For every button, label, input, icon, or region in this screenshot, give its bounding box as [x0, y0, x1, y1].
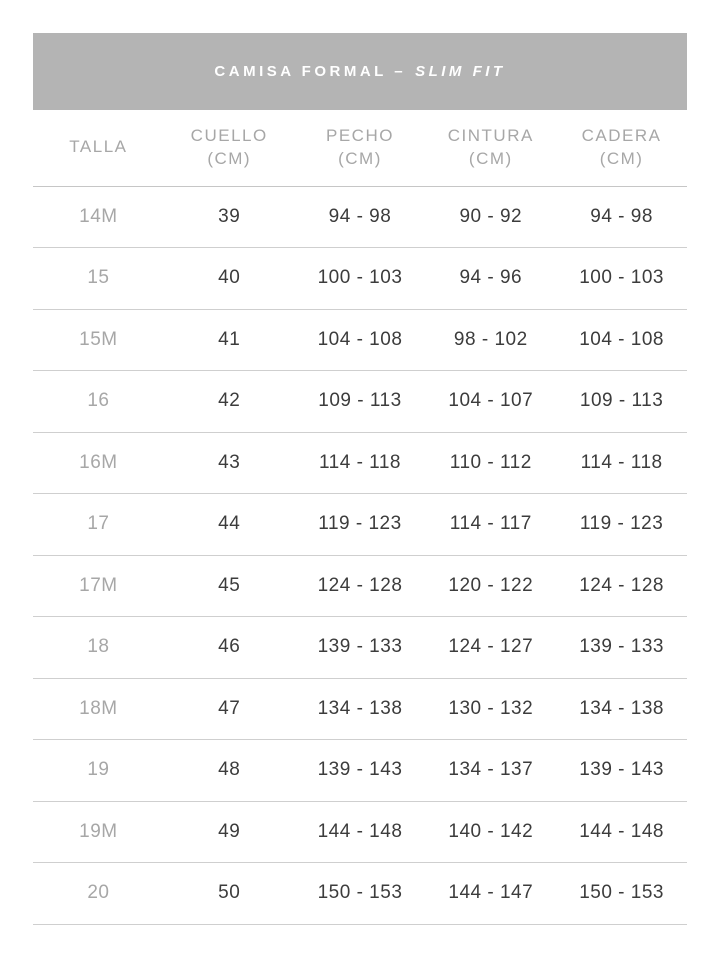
- column-header: [33, 110, 164, 186]
- table-body: [33, 186, 687, 924]
- cell-talla: 17: [33, 494, 164, 556]
- column-header-unit: (CM): [338, 148, 382, 168]
- cell-cintura: 130 - 132: [425, 678, 556, 740]
- cell-talla: 17M: [33, 555, 164, 617]
- cell-cadera: 124 - 128: [556, 555, 687, 617]
- table-row: [33, 248, 687, 310]
- column-header-unit: (CM): [468, 148, 513, 168]
- column-header: [295, 110, 426, 186]
- column-header-label: CADERA: [581, 125, 662, 145]
- size-table: [33, 110, 687, 925]
- cell-pecho: 134 - 138: [295, 678, 426, 740]
- cell-cintura: 124 - 127: [425, 617, 556, 679]
- column-header-label: CINTURA: [447, 125, 534, 145]
- cell-cuello: 42: [164, 371, 295, 433]
- cell-talla: 18: [33, 617, 164, 679]
- table-row: [33, 309, 687, 371]
- column-header-unit: (CM): [207, 148, 252, 168]
- cell-talla: 15: [33, 248, 164, 310]
- cell-talla: 20: [33, 863, 164, 925]
- cell-pecho: 150 - 153: [295, 863, 426, 925]
- column-header: [556, 110, 687, 186]
- cell-pecho: 94 - 98: [295, 186, 426, 248]
- column-header-unit: (CM): [599, 148, 644, 168]
- cell-cuello: 41: [164, 309, 295, 371]
- cell-cintura: 104 - 107: [425, 371, 556, 433]
- column-header-label: CUELLO: [190, 125, 268, 145]
- cell-cadera: 114 - 118: [556, 432, 687, 494]
- cell-cuello: 40: [164, 248, 295, 310]
- cell-pecho: 119 - 123: [295, 494, 426, 556]
- cell-cintura: 144 - 147: [425, 863, 556, 925]
- cell-cuello: 48: [164, 740, 295, 802]
- cell-talla: 16: [33, 371, 164, 433]
- column-header: [164, 110, 295, 186]
- table-row: [33, 555, 687, 617]
- cell-cuello: 44: [164, 494, 295, 556]
- cell-cintura: 98 - 102: [425, 309, 556, 371]
- cell-pecho: 104 - 108: [295, 309, 426, 371]
- cell-pecho: 139 - 133: [295, 617, 426, 679]
- cell-cintura: 134 - 137: [425, 740, 556, 802]
- cell-cadera: 119 - 123: [556, 494, 687, 556]
- chart-title-band: [33, 33, 687, 110]
- column-header-label: TALLA: [69, 137, 128, 157]
- size-chart: [33, 33, 687, 925]
- table-row: [33, 371, 687, 433]
- cell-pecho: 124 - 128: [295, 555, 426, 617]
- cell-cadera: 100 - 103: [556, 248, 687, 310]
- cell-cadera: 134 - 138: [556, 678, 687, 740]
- cell-cuello: 50: [164, 863, 295, 925]
- cell-cuello: 43: [164, 432, 295, 494]
- table-row: [33, 494, 687, 556]
- table-row: [33, 432, 687, 494]
- cell-pecho: 144 - 148: [295, 801, 426, 863]
- cell-cadera: 139 - 143: [556, 740, 687, 802]
- cell-cintura: 140 - 142: [425, 801, 556, 863]
- cell-cadera: 139 - 133: [556, 617, 687, 679]
- cell-pecho: 109 - 113: [295, 371, 426, 433]
- cell-cuello: 47: [164, 678, 295, 740]
- column-header: [425, 110, 556, 186]
- cell-talla: 19: [33, 740, 164, 802]
- table-row: [33, 617, 687, 679]
- chart-title-fit: SLIM FIT: [415, 63, 506, 80]
- cell-talla: 14M: [33, 186, 164, 248]
- cell-cadera: 144 - 148: [556, 801, 687, 863]
- cell-cuello: 39: [164, 186, 295, 248]
- cell-cadera: 109 - 113: [556, 371, 687, 433]
- cell-cintura: 90 - 92: [425, 186, 556, 248]
- cell-talla: 18M: [33, 678, 164, 740]
- cell-cadera: 94 - 98: [556, 186, 687, 248]
- cell-cintura: 94 - 96: [425, 248, 556, 310]
- column-header-label: PECHO: [326, 125, 394, 145]
- cell-pecho: 114 - 118: [295, 432, 426, 494]
- cell-cadera: 150 - 153: [556, 863, 687, 925]
- cell-pecho: 100 - 103: [295, 248, 426, 310]
- cell-talla: 15M: [33, 309, 164, 371]
- table-row: [33, 863, 687, 925]
- cell-cintura: 114 - 117: [425, 494, 556, 556]
- cell-cintura: 120 - 122: [425, 555, 556, 617]
- chart-title: [214, 63, 505, 80]
- table-header: [33, 110, 687, 186]
- cell-cuello: 46: [164, 617, 295, 679]
- cell-cuello: 45: [164, 555, 295, 617]
- table-row: [33, 801, 687, 863]
- header-row: [33, 110, 687, 186]
- table-row: [33, 678, 687, 740]
- cell-talla: 19M: [33, 801, 164, 863]
- cell-cuello: 49: [164, 801, 295, 863]
- table-row: [33, 740, 687, 802]
- table-row: [33, 186, 687, 248]
- cell-cadera: 104 - 108: [556, 309, 687, 371]
- cell-talla: 16M: [33, 432, 164, 494]
- cell-cintura: 110 - 112: [425, 432, 556, 494]
- cell-pecho: 139 - 143: [295, 740, 426, 802]
- chart-title-main: CAMISA FORMAL –: [214, 63, 407, 80]
